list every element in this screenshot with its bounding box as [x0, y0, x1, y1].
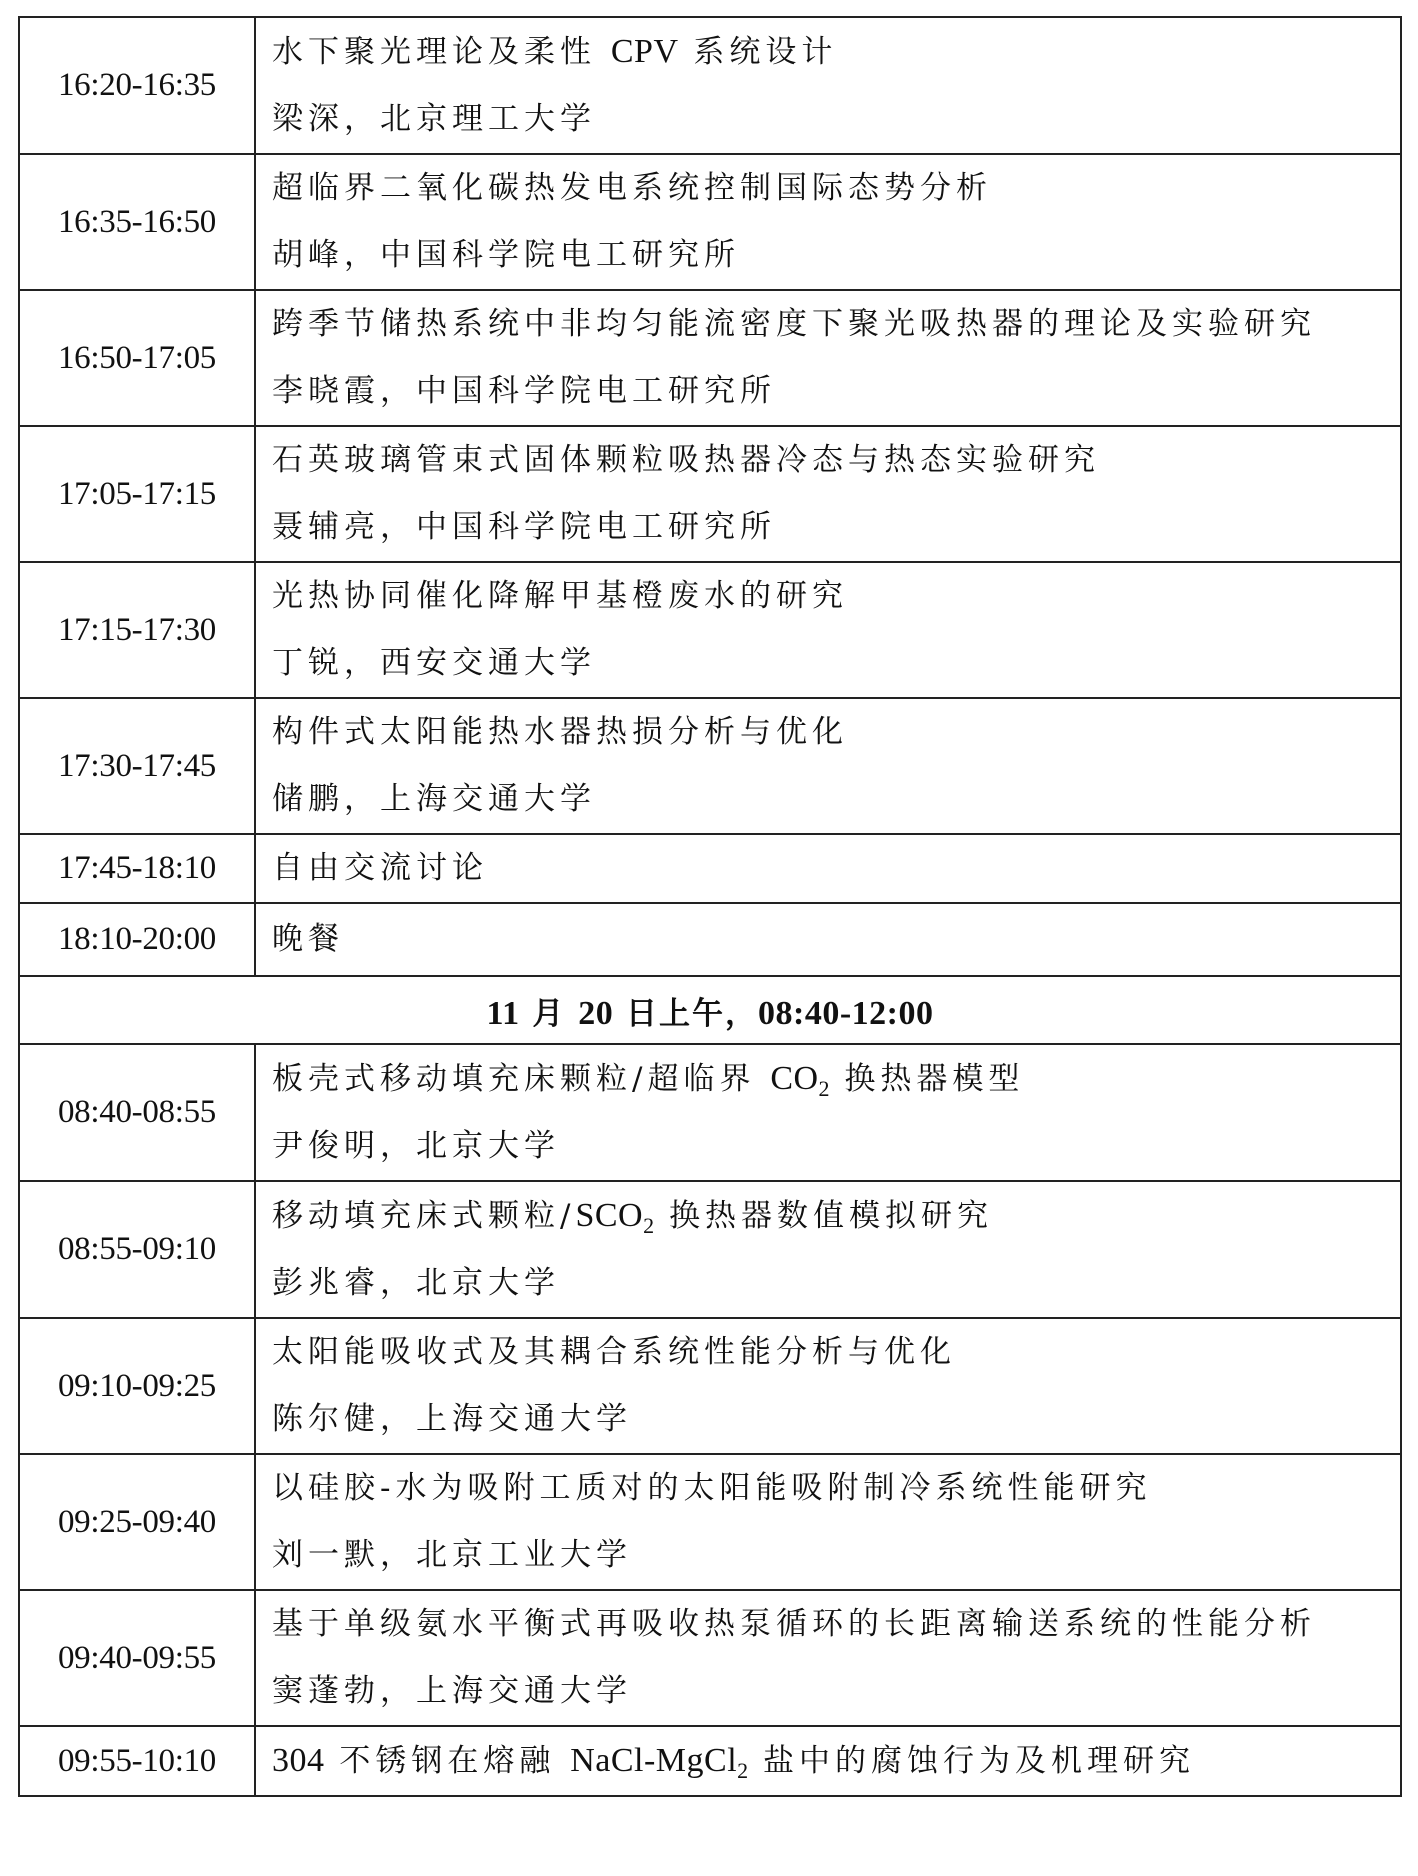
time-slot: 08:40-08:55 — [19, 1044, 255, 1181]
table-row — [19, 698, 1401, 834]
table-row — [19, 1590, 1401, 1726]
speaker-affiliation: 聂辅亮，中国科学院电工研究所 — [272, 509, 776, 545]
talk-title: 超临界二氧化碳热发电系统控制国际态势分析 — [272, 170, 992, 206]
schedule-table — [18, 16, 1402, 1797]
session-cell — [255, 426, 1401, 562]
talk-title: 水下聚光理论及柔性 CPV 系统设计 — [272, 33, 838, 70]
talk-title: 304 不锈钢在熔融 NaCl-MgCl$_2$ 盐中的腐蚀行为及机理研究 — [272, 1742, 1196, 1783]
time-slot: 17:05-17:15 — [19, 426, 255, 562]
speaker-affiliation: 李晓霞，中国科学院电工研究所 — [272, 373, 776, 409]
time-slot: 09:40-09:55 — [19, 1590, 255, 1726]
talk-title: 板壳式移动填充床颗粒/超临界 $CO_2$ 换热器模型 — [272, 1060, 1025, 1101]
table-row — [19, 1318, 1401, 1454]
session-cell — [255, 1726, 1401, 1796]
time-slot: 18:10-20:00 — [19, 903, 255, 976]
talk-title: 自由交流讨论 — [272, 850, 488, 886]
talk-title: 光热协同催化降解甲基橙废水的研究 — [272, 578, 848, 614]
talk-title: 晚餐 — [272, 921, 344, 957]
table-row — [19, 834, 1401, 903]
table-row — [19, 426, 1401, 562]
speaker-affiliation: 尹俊明，北京大学 — [272, 1128, 560, 1164]
time-slot: 17:15-17:30 — [19, 562, 255, 698]
speaker-affiliation: 丁锐，西安交通大学 — [272, 645, 596, 681]
table-row — [19, 17, 1401, 154]
talk-title: 移动填充床式颗粒$/SCO_2$ 换热器数值模拟研究 — [272, 1197, 993, 1238]
session-cell — [255, 154, 1401, 290]
section-header-row — [19, 976, 1401, 1044]
time-slot: 09:25-09:40 — [19, 1454, 255, 1590]
table-row — [19, 562, 1401, 698]
table-row — [19, 1726, 1401, 1796]
session-cell — [255, 17, 1401, 154]
talk-title: 石英玻璃管束式固体颗粒吸热器冷态与热态实验研究 — [272, 442, 1100, 478]
table-row — [19, 290, 1401, 426]
session-cell — [255, 562, 1401, 698]
speaker-affiliation: 刘一默，北京工业大学 — [272, 1537, 632, 1573]
talk-title: 基于单级氨水平衡式再吸收热泵循环的长距离输送系统的性能分析 — [272, 1606, 1316, 1642]
talk-title: 构件式太阳能热水器热损分析与优化 — [272, 714, 848, 750]
speaker-affiliation: 储鹏，上海交通大学 — [272, 781, 596, 817]
time-slot: 16:35-16:50 — [19, 154, 255, 290]
table-row — [19, 154, 1401, 290]
speaker-affiliation: 窦蓬勃，上海交通大学 — [272, 1673, 632, 1709]
session-cell — [255, 1181, 1401, 1318]
session-cell — [255, 1454, 1401, 1590]
session-cell — [255, 290, 1401, 426]
table-row — [19, 1181, 1401, 1318]
time-slot: 09:55-10:10 — [19, 1726, 255, 1796]
session-cell — [255, 1590, 1401, 1726]
time-slot: 17:45-18:10 — [19, 834, 255, 903]
time-slot: 16:50-17:05 — [19, 290, 255, 426]
session-cell — [255, 1044, 1401, 1181]
time-slot: 09:10-09:25 — [19, 1318, 255, 1454]
speaker-affiliation: 胡峰，中国科学院电工研究所 — [272, 237, 740, 273]
time-slot: 08:55-09:10 — [19, 1181, 255, 1318]
table-row — [19, 903, 1401, 976]
section-header: 11 月 20 日上午，08:40-12:00 — [19, 976, 1401, 1044]
time-slot: 16:20-16:35 — [19, 17, 255, 154]
speaker-affiliation: 梁深，北京理工大学 — [272, 101, 596, 137]
speaker-affiliation: 陈尔健，上海交通大学 — [272, 1401, 632, 1437]
talk-title: 跨季节储热系统中非均匀能流密度下聚光吸热器的理论及实验研究 — [272, 306, 1316, 342]
talk-title: 以硅胶-水为吸附工质对的太阳能吸附制冷系统性能研究 — [272, 1470, 1152, 1506]
session-cell — [255, 1318, 1401, 1454]
time-slot: 17:30-17:45 — [19, 698, 255, 834]
session-cell — [255, 903, 1401, 976]
talk-title: 太阳能吸收式及其耦合系统性能分析与优化 — [272, 1334, 956, 1370]
table-row — [19, 1044, 1401, 1181]
session-cell — [255, 834, 1401, 903]
session-cell — [255, 698, 1401, 834]
speaker-affiliation: 彭兆睿，北京大学 — [272, 1265, 560, 1301]
table-row — [19, 1454, 1401, 1590]
